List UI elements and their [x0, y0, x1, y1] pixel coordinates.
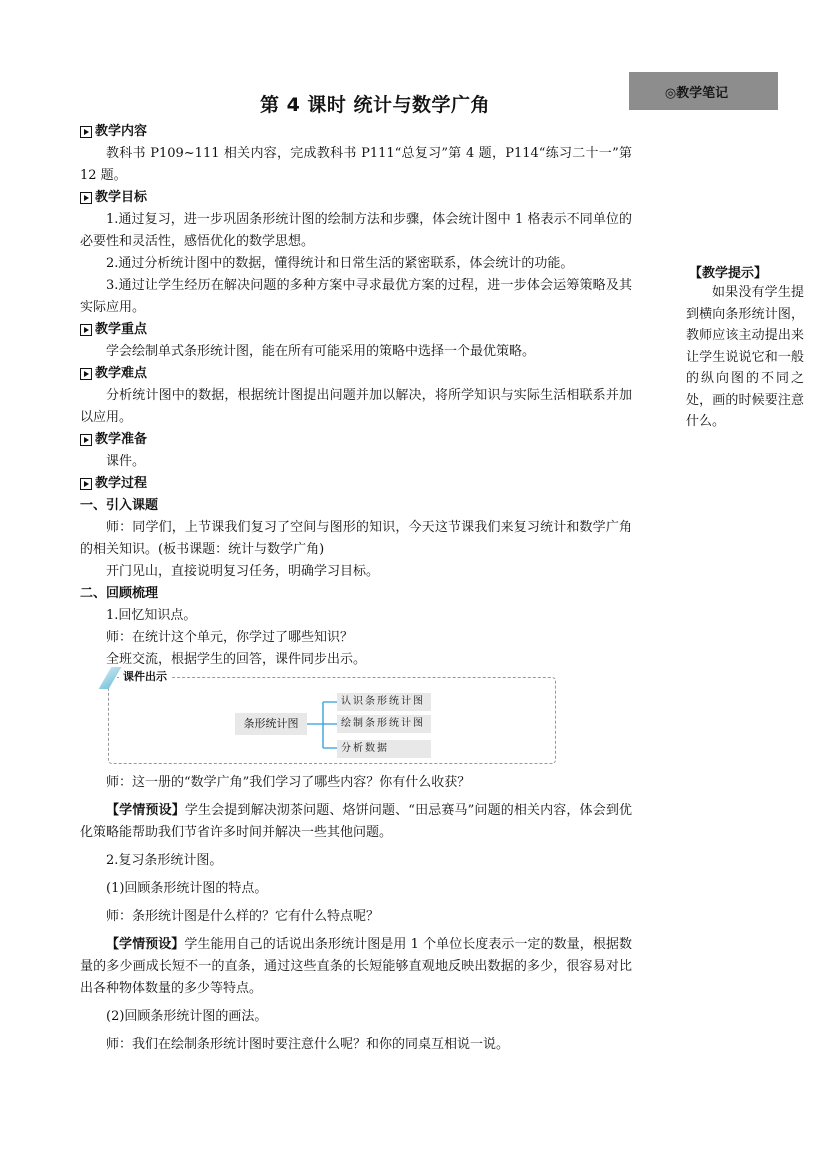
paragraph: 开门见山，直接说明复习任务，明确学习目标。 [106, 564, 380, 579]
paragraph: 师：条形统计图是什么样的？它有什么特点呢？ [106, 909, 380, 924]
paragraph: 2.复习条形统计图。 [106, 853, 223, 868]
section-heading-goals: 教学目标 [80, 187, 632, 209]
paragraph: 师：在统计这个单元，你学过了哪些知识？ [106, 630, 354, 645]
paragraph: 师：我们在绘制条形统计图时要注意什么呢？和你的同桌互相说一说。 [106, 1037, 510, 1052]
paragraph: 【学情预设】学生能用自己的话说出条形统计图是用 1 个单位长度表示一定的数量，根据数量的多少画成长短不一的直条，通过这些直条的长短能够直观地反映出数据的多少，很容易对比出各种物体数量的多少等特点。 [80, 937, 632, 996]
section-heading-process: 教学过程 [80, 473, 632, 495]
section-heading-key: 教学重点 [80, 319, 632, 341]
paragraph: (1)回顾条形统计图的特点。 [106, 881, 268, 896]
difficulty-text: 分析统计图中的数据，根据统计图提出问题并加以解决，将所学知识与实际生活相联系并加以应用。 [80, 388, 632, 425]
section-heading-difficulty: 教学难点 [80, 363, 632, 385]
diagram-leaf-node: 认识条形统计图 [337, 693, 431, 711]
prep-text: 课件。 [106, 454, 146, 469]
paragraph: 1.回忆知识点。 [106, 608, 197, 623]
play-triangle-icon [80, 434, 92, 446]
goal-item: 2.通过分析统计图中的数据，懂得统计和日常生活的紧密联系，体会统计的功能。 [106, 256, 574, 271]
play-triangle-icon [80, 324, 92, 336]
paragraph: (2)回顾条形统计图的画法。 [106, 1009, 268, 1024]
page-title: 第 4 课时 统计与数学广角 [259, 94, 491, 116]
paragraph: 全班交流，根据学生的回答，课件同步出示。 [106, 652, 367, 667]
play-triangle-icon [80, 478, 92, 490]
part1-heading: 一、引入课题 [80, 498, 159, 513]
teaching-tip-text: 如果没有学生提到横向条形统计图，教师应该主动提出来让学生说说它和一般的纵向图的不同之处，画的时候要注意什么。 [686, 285, 804, 429]
section-heading-prep: 教学准备 [80, 429, 632, 451]
goal-item: 1.通过复习，进一步巩固条形统计图的绘制方法和步骤，体会统计图中 1 格表示不同单位的必要性和灵活性，感悟优化的数学思想。 [80, 212, 632, 249]
paragraph: 师：这一册的“数学广角”我们学习了哪些内容？你有什么收获？ [106, 775, 471, 790]
diagram-connectors [109, 678, 557, 765]
teaching-tip-heading: 【教学提示】 [689, 266, 768, 281]
diagram-center-node: 条形统计图 [235, 713, 307, 735]
diagram-leaf-node: 绘制条形统计图 [337, 715, 431, 733]
main-content [80, 121, 632, 1056]
key-text: 学会绘制单式条形统计图，能在所有可能采用的策略中选择一个最优策略。 [106, 344, 536, 359]
goal-item: 3.通过让学生经历在解决问题的多种方案中寻求最优方案的过程，进一步体会运筹策略及其实际应用。 [80, 278, 632, 315]
courseware-diagram [108, 670, 556, 764]
diagram-leaf-node: 分析数据 [337, 740, 431, 758]
section-heading-content: 教学内容 [80, 121, 632, 143]
play-triangle-icon [80, 368, 92, 380]
play-triangle-icon [80, 126, 92, 138]
paragraph: 【学情预设】学生会提到解决沏茶问题、烙饼问题、“田忌赛马”问题的相关内容，体会到优化策略能帮助我们节省许多时间并解决一些其他问题。 [80, 803, 632, 840]
courseware-tag: 课件出示 [119, 670, 171, 684]
part2-heading: 二、回顾梳理 [80, 586, 159, 601]
play-triangle-icon [80, 192, 92, 204]
content-text: 教科书 P109~111 相关内容，完成教科书 P111“总复习”第 4 题，P114“练习二十一”第 12 题。 [80, 146, 632, 183]
paragraph: 师：同学们，上节课我们复习了空间与图形的知识，今天这节课我们来复习统计和数学广角的相关知识。(板书课题：统计与数学广角) [80, 520, 632, 557]
teaching-notes-badge: ◎教学笔记 [629, 72, 778, 110]
